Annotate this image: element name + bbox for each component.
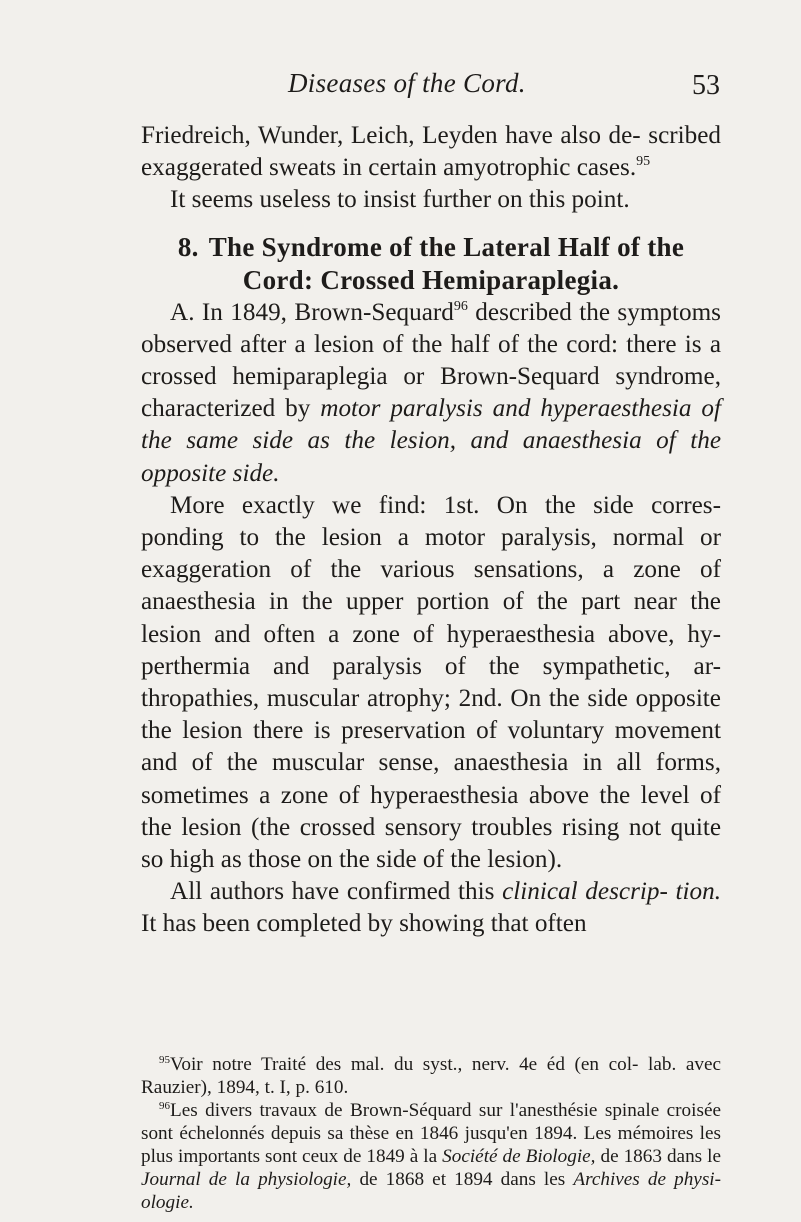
section-heading <box>141 231 721 297</box>
section-number: 8. <box>177 231 199 262</box>
paragraph-3 <box>141 297 721 490</box>
footnote-96-italic-2: Journal de la physiologie, <box>141 1169 352 1190</box>
paragraph-3-lead: A. In 1849, Brown-Sequard <box>170 298 454 326</box>
footnote-ref-96: 96 <box>453 298 468 314</box>
running-head <box>140 60 720 100</box>
footnote-96-italic-3: Archives de physi- ologie. <box>141 1169 722 1213</box>
paragraph-2: It seems useless to insist further on this point. <box>170 186 630 214</box>
paragraph-4: More exactly we find: 1st. On the side corres- ponding to the lesion a motor paralysis, normal or exaggeration of the various sensations, a zone of anaesthesia in the upper portion of the part near the lesion and often a zone of hyperaesthesia above, hy- perthermia and paralysis of the sympathetic, ar- thropathies, muscular atrophy; 2nd. On the side opposite the lesion there is preservation of voluntary movement and of the muscular sense, anaesthesia in all forms, sometimes a zone of hyperaesthesia above the level of the lesion (the crossed sensory troubles rising not quite so high as those on the side of the lesion). <box>141 491 721 874</box>
footnote-ref-95: 95 <box>636 154 651 170</box>
footnote-96-text-b: de 1863 dans le <box>595 1146 721 1167</box>
paragraph-5 <box>141 876 721 940</box>
paragraph-1 <box>141 120 721 184</box>
footnote-96 <box>141 1099 721 1214</box>
body-text <box>141 120 721 941</box>
footnotes <box>141 1053 721 1214</box>
paragraph-3-body: described the symptoms observed after a lesion of the half of the cord: there is a crossed hemiparaplegia or Brown-Sequard syndrome, characterized by <box>141 298 721 423</box>
running-title: Diseases of the Cord. <box>288 68 526 98</box>
footnote-95-text: Voir notre Traité des mal. du syst., nerv. 4e éd (en col- lab. avec Rauzier), 1894, t. I, p. 610. <box>141 1054 721 1098</box>
footnote-96-text-c: de 1868 et 1894 dans les <box>351 1169 574 1190</box>
paragraph-1-text: Friedreich, Wunder, Leich, Leyden have also de- scribed exaggerated sweats in certain amyotrophic cases. <box>141 122 721 182</box>
paragraph-5-lead: All authors have confirmed this <box>170 878 503 906</box>
footnote-marker-96: 96 <box>159 1100 170 1112</box>
paragraph-5-tail: It has been completed by showing that often <box>141 910 587 938</box>
footnote-96-italic-1: Société de Biologie, <box>442 1146 596 1167</box>
footnote-95 <box>141 1053 721 1099</box>
section-title: The Syndrome of the Lateral Half of the Cord: Crossed Hemiparaplegia. <box>208 231 685 295</box>
footnote-96-text-a: Les divers travaux de Brown-Séquard sur l'anesthésie spinale croisée sont échelonnés depuis sa thèse en 1846 jusqu'en 1894. Les mémoires les plus importants sont ceux de 1849 à la <box>141 1100 721 1167</box>
paragraph-5-italic: clinical descrip- tion. <box>502 878 721 906</box>
footnote-marker-95: 95 <box>159 1054 170 1066</box>
paragraph-3-italic: motor paralysis and hyperaesthesia of the same side as the lesion, and anaesthesia of the opposite side. <box>141 395 721 487</box>
page-number: 53 <box>692 70 720 101</box>
